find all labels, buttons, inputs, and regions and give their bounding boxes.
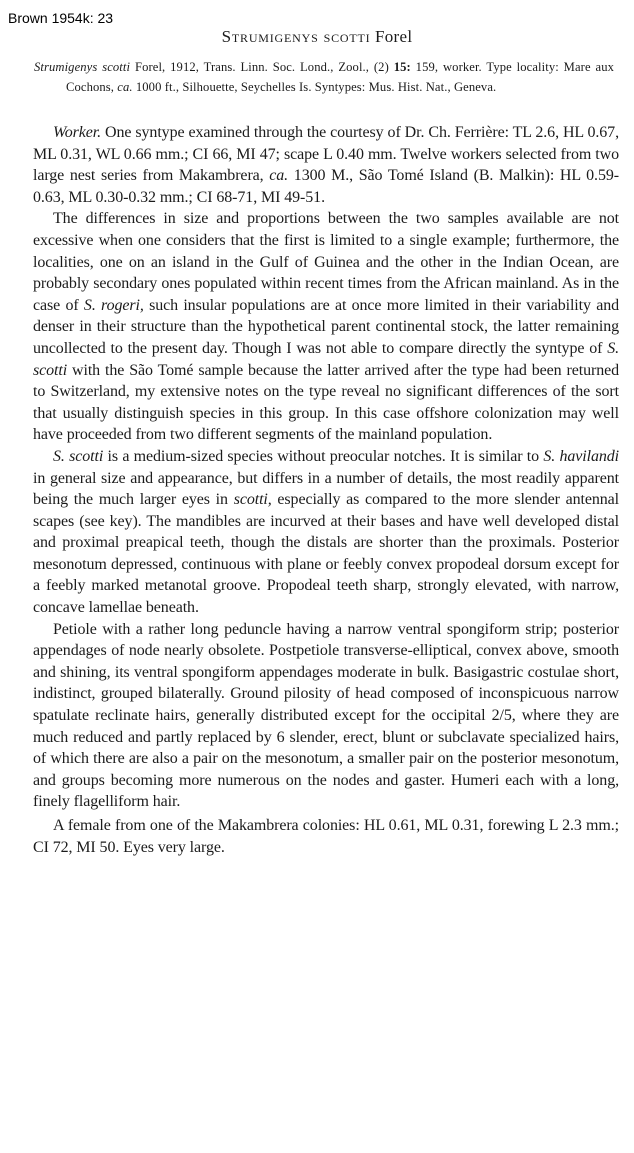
taxon-rogeri: S. rogeri, bbox=[83, 296, 144, 314]
paragraph-worker-ca: ca. bbox=[269, 167, 289, 185]
citation-ca: ca. bbox=[117, 80, 133, 94]
citation-name: Strumigenys scotti bbox=[34, 60, 131, 74]
citation-volume: 15: bbox=[393, 60, 411, 74]
species-title bbox=[0, 27, 634, 47]
citation-text-3: 1000 ft., Silhouette, Seychelles Is. Syntypes: Mus. Hist. Nat., Geneva. bbox=[132, 80, 497, 94]
paragraph-differences-text-3: with the São Tomé sample because the latter arrived after the type had been returned to Switzerland, my extensive notes on the type reveal no significant differences of the sort that usually distinguish species in this group. In this case offshore colonization may well have proceeded from two different segments of the mainland population. bbox=[33, 361, 619, 444]
paragraph-description-text-1: is a medium-sized species without preocular notches. It is similar to bbox=[103, 447, 544, 465]
citation-text-2: 159, worker. Type locality: Mare aux Cochons, bbox=[66, 60, 614, 94]
paragraph-description bbox=[33, 446, 619, 619]
paragraph-differences-text-2: such insular populations are at once more limited in their variability and denser in their structure than the hypothetical parent continental stock, the latter remaining uncollected to the present day. Though I was not able to compare directly the syntype of bbox=[33, 296, 620, 357]
taxon-havilandi: S. havilandi bbox=[543, 447, 619, 465]
paragraph-worker bbox=[33, 122, 619, 208]
citation-text-1: Forel, 1912, Trans. Linn. Soc. Lond., Zool., (2) bbox=[130, 60, 394, 74]
taxon-scotti-short: scotti, bbox=[233, 491, 272, 509]
paragraph-description-text-2: in general size and appearance, but differs in a number of details, the most readily apparent being the much larger eyes in bbox=[33, 469, 619, 509]
species-name: Strumigenys scotti bbox=[221, 27, 371, 46]
paragraph-differences-text-1: The differences in size and proportions between the two samples available are not excessive when one considers that the first is limited to a single example; furthermore, the localities, one on an island in the Gulf of Guinea and the other in the Indian Ocean, are probably secondary ones populated within recent times from the African mainland. As in the case of bbox=[33, 210, 619, 314]
paragraph-differences bbox=[33, 208, 619, 446]
paragraph-petiole: Petiole with a rather long peduncle having a narrow ventral spongiform strip; posterior appendages of node nearly obsolete. Postpetiole transverse-elliptical, convex above, smooth and shining, its ventral spongiform appendages moderate in bulk. Basigastric costulae short, indistinct, grouped bilaterally. Ground pilosity of head composed of inconspicuous narrow spatulate reclinate hairs, generally distributed except for the occipital 2/5, where they are much reduced and partly replaced by 6 slender, erect, blunt or subclavate specialized hairs, of which there are also a pair on the mesonotum, a smaller pair on the posterior mesonotum, and groups becoming more numerous on the nodes and gaster. Humeri each with a long, finely flagelliform hair. bbox=[33, 620, 619, 811]
body-text bbox=[33, 122, 619, 858]
worker-lead: Worker. bbox=[53, 124, 102, 141]
taxon-scotti-lead: S. scotti bbox=[53, 447, 104, 465]
paragraph-description-text-3: especially as compared to the more slender antennal scapes (see key). The mandibles are incurved at their bases and have well developed distal and proximal preapical teeth, though the distals are shorter than the proximals. Posterior mesonotum depressed, continuous with plane or feebly convex propodeal dorsum except for a feebly marked metanotal groove. Propodeal teeth sharp, strongly elevated, with narrow, concave lamellae beneath. bbox=[33, 491, 619, 617]
paragraph-worker-text-2: 1300 M., São Tomé Island (B. Malkin): HL 0.59-0.63, ML 0.30-0.32 mm.; CI 68-71, MI 49-51. bbox=[33, 167, 619, 206]
paragraph-female: A female from one of the Makambrera colonies: HL 0.61, ML 0.31, forewing L 2.3 mm.; CI 72, MI 50. Eyes very large. bbox=[33, 817, 619, 856]
paragraph-worker-text-1: One syntype examined through the courtesy of Dr. Ch. Ferrière: TL 2.6, HL 0.67, ML 0.31, WL 0.66 mm.; CI 66, MI 47; scape L 0.40 mm. Twelve workers selected from two large nest series from Makambrera, bbox=[33, 124, 619, 185]
source-label: Brown 1954k: 23 bbox=[8, 10, 114, 26]
species-author: Forel bbox=[374, 27, 413, 46]
taxon-scotti: S. scotti bbox=[33, 339, 619, 379]
citation bbox=[34, 57, 614, 97]
